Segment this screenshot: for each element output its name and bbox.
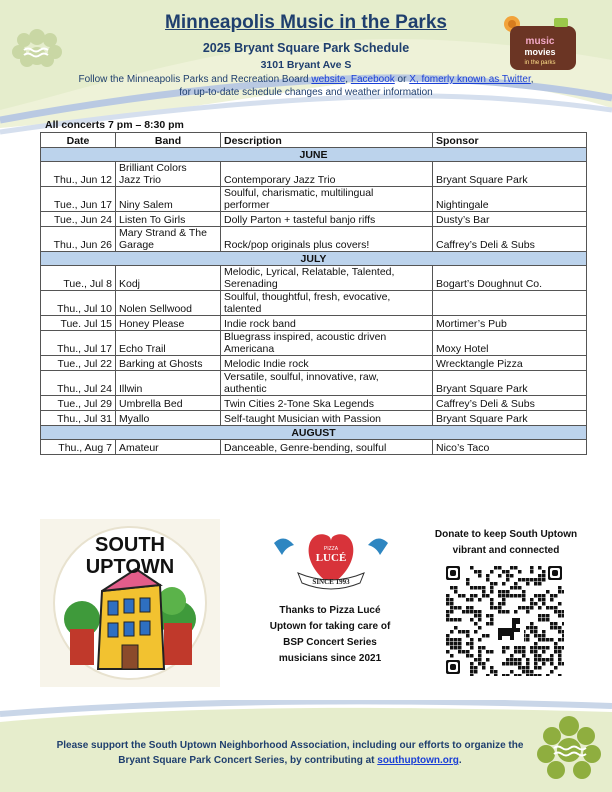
thanks-line: Uptown for taking care of <box>269 621 391 632</box>
cell-band-line: Listen To Girls <box>119 214 186 226</box>
cell-band-line: Kodj <box>119 278 141 290</box>
cell-description-line: performer <box>224 199 270 211</box>
cell-band-line: Amateur <box>119 442 159 454</box>
cell-band <box>116 316 221 331</box>
cell-band <box>116 356 221 371</box>
cell-description-line: Melodic Indie rock <box>224 358 309 370</box>
month-row <box>41 252 587 266</box>
thanks-line: Thanks to Pizza Lucé <box>279 605 381 616</box>
table-row <box>41 266 587 291</box>
luce-name: LUCÉ <box>315 552 347 564</box>
cell-band <box>116 227 221 252</box>
cell-sponsor: Caffrey’s Deli & Subs <box>433 396 587 411</box>
facebook-link[interactable]: Facebook <box>350 74 395 85</box>
follow-sep-2: or <box>394 74 410 85</box>
cell-description-line: talented <box>224 303 262 315</box>
support-line-2-end: . <box>458 755 462 766</box>
table-row <box>41 371 587 396</box>
badge-line-3: in the parks <box>524 60 556 66</box>
southuptown-link[interactable]: southuptown.org <box>377 755 459 766</box>
cell-band <box>116 212 221 227</box>
support-message <box>40 738 540 768</box>
table-row <box>41 356 587 371</box>
cell-description-line: Soulful, charismatic, multilingual <box>224 187 374 199</box>
schedule-body <box>41 148 587 455</box>
table-row <box>41 331 587 356</box>
table-row <box>41 212 587 227</box>
cell-band-line: Honey Please <box>119 318 185 330</box>
uptown-word: UPTOWN <box>85 556 175 578</box>
cell-sponsor: Bryant Square Park <box>433 411 587 426</box>
table-row <box>41 187 587 212</box>
cell-description-line: Serenading <box>224 278 278 290</box>
south-uptown-logo-graphic <box>40 519 220 687</box>
cell-description-line: Soulful, thoughtful, fresh, evocative, <box>224 291 391 303</box>
month-label: JULY <box>41 252 587 266</box>
cell-description-line: Self-taught Musician with Passion <box>224 413 381 425</box>
month-row <box>41 148 587 162</box>
cell-band-line: Niny Salem <box>119 199 173 211</box>
cell-description-line: Indie rock band <box>224 318 296 330</box>
x-link[interactable]: X, fomerly known as Twitter <box>409 74 531 85</box>
cell-band-line: Umbrella Bed <box>119 398 183 410</box>
cell-description <box>221 162 433 187</box>
cell-sponsor: Dusty’s Bar <box>433 212 587 227</box>
cell-band <box>116 162 221 187</box>
luce-since: SINCE 1993 <box>312 578 350 586</box>
cell-band <box>116 411 221 426</box>
table-row <box>41 396 587 411</box>
cell-description-line: Dolly Parton + tasteful banjo riffs <box>224 214 376 226</box>
cell-description-line: Contemporary Jazz Trio <box>224 174 336 186</box>
cell-band <box>116 440 221 455</box>
table-row <box>41 227 587 252</box>
donate-line: Donate to keep South Uptown <box>434 529 578 540</box>
cell-description <box>221 396 433 411</box>
cell-sponsor: Nightingale <box>433 187 587 212</box>
cell-date: Tue., Jun 24 <box>41 212 116 227</box>
cell-band <box>116 266 221 291</box>
badge-line-2: movies <box>524 47 556 57</box>
thanks-line: BSP Concert Series <box>283 637 377 648</box>
park-address: 3101 Bryant Ave S <box>260 59 352 71</box>
cell-sponsor: Nico’s Taco <box>433 440 587 455</box>
cell-sponsor: Bryant Square Park <box>433 371 587 396</box>
cell-sponsor: Bogart’s Doughnut Co. <box>433 266 587 291</box>
cell-description <box>221 356 433 371</box>
follow-notice <box>40 73 572 99</box>
cell-description <box>221 227 433 252</box>
cell-band-line: Mary Strand & The <box>119 227 207 239</box>
cell-date: Thu., Jul 31 <box>41 411 116 426</box>
schedule-subtitle: 2025 Bryant Square Park Schedule <box>202 41 410 55</box>
cell-description-line: Danceable, Genre-bending, soulful <box>224 442 387 454</box>
cell-band-line: Nolen Sellwood <box>119 303 192 315</box>
cell-sponsor: Moxy Hotel <box>433 331 587 356</box>
cell-sponsor <box>433 291 587 316</box>
follow-suffix: , <box>530 74 534 85</box>
table-row <box>41 316 587 331</box>
cell-description-line: Melodic, Lyrical, Relatable, Talented, <box>224 266 395 278</box>
support-line-2: Bryant Square Park Concert Series, by contributing at <box>118 755 378 766</box>
cell-date: Thu., Jul 17 <box>41 331 116 356</box>
table-row <box>41 411 587 426</box>
cell-band-line: Jazz Trio <box>119 174 162 186</box>
cell-description <box>221 316 433 331</box>
pizza-luce-logo <box>268 523 394 593</box>
parks-board-footer-logo-icon <box>536 714 602 784</box>
cell-band-line: Myallo <box>119 413 150 425</box>
month-label: JUNE <box>41 148 587 162</box>
cell-sponsor: Caffrey’s Deli & Subs <box>433 227 587 252</box>
cell-sponsor: Bryant Square Park <box>433 162 587 187</box>
website-link[interactable]: website <box>311 74 346 85</box>
badge-line-1: music <box>525 36 555 47</box>
cell-date: Thu., Jul 10 <box>41 291 116 316</box>
header-band: Band <box>116 133 221 148</box>
thanks-message <box>262 603 398 667</box>
cell-date: Tue., Jul 29 <box>41 396 116 411</box>
south-uptown-logo <box>40 519 220 687</box>
cell-description-line: Twin Cities 2-Tone Ska Legends <box>224 398 374 410</box>
cell-band-line: Brilliant Colors <box>119 162 187 174</box>
cell-description <box>221 440 433 455</box>
cell-date: Thu., Aug 7 <box>41 440 116 455</box>
header-date: Date <box>41 133 116 148</box>
follow-line-2: for up-to-date schedule changes and weather information <box>179 87 433 98</box>
header-description: Description <box>221 133 433 148</box>
cell-description <box>221 331 433 356</box>
donate-message <box>432 527 580 559</box>
concert-times-note: All concerts 7 pm – 8:30 pm <box>45 119 184 131</box>
follow-sep-1: , <box>345 74 351 85</box>
south-word: SOUTH <box>95 534 165 556</box>
cell-sponsor: Mortimer’s Pub <box>433 316 587 331</box>
cell-description-line: Americana <box>224 343 275 355</box>
cell-sponsor: Wrecktangle Pizza <box>433 356 587 371</box>
table-row <box>41 162 587 187</box>
cell-date: Tue., Jul 22 <box>41 356 116 371</box>
cell-band-line: Echo Trail <box>119 343 166 355</box>
cell-band <box>116 291 221 316</box>
follow-prefix: Follow the Minneapolis Parks and Recreation Board <box>78 74 312 85</box>
cell-band <box>116 187 221 212</box>
luce-small: PIZZA <box>323 546 339 552</box>
support-line-1: Please support the South Uptown Neighborhood Association, including our efforts to organize the <box>56 740 524 751</box>
header-sponsor: Sponsor <box>433 133 587 148</box>
cell-band <box>116 371 221 396</box>
table-row <box>41 440 587 455</box>
table-row <box>41 291 587 316</box>
donate-line: vibrant and connected <box>452 545 560 556</box>
cell-date: Thu., Jul 24 <box>41 371 116 396</box>
cell-description-line: Bluegrass inspired, acoustic driven <box>224 331 387 343</box>
schedule-table <box>40 132 587 455</box>
cell-description-line: Rock/pop originals plus covers! <box>224 239 370 251</box>
cell-description <box>221 291 433 316</box>
cell-band-line: Garage <box>119 239 155 251</box>
cell-date: Thu., Jun 26 <box>41 227 116 252</box>
page-title: Minneapolis Music in the Parks <box>165 12 447 33</box>
cell-description <box>221 266 433 291</box>
cell-description <box>221 212 433 227</box>
cell-date: Tue. Jul 15 <box>41 316 116 331</box>
cell-band-line: Illwin <box>119 383 143 395</box>
cell-description-line: authentic <box>224 383 267 395</box>
thanks-line: musicians since 2021 <box>278 653 382 664</box>
cell-band <box>116 331 221 356</box>
cell-date: Thu., Jun 12 <box>41 162 116 187</box>
donate-qr-code-icon[interactable] <box>446 566 564 676</box>
cell-band-line: Barking at Ghosts <box>119 358 203 370</box>
cell-date: Tue., Jun 17 <box>41 187 116 212</box>
cell-description <box>221 411 433 426</box>
month-label: AUGUST <box>41 426 587 440</box>
cell-date: Tue., Jul 8 <box>41 266 116 291</box>
cell-band <box>116 396 221 411</box>
cell-description <box>221 371 433 396</box>
table-header-row <box>41 133 587 148</box>
cell-description <box>221 187 433 212</box>
month-row <box>41 426 587 440</box>
cell-description-line: Versatile, soulful, innovative, raw, <box>224 371 379 383</box>
